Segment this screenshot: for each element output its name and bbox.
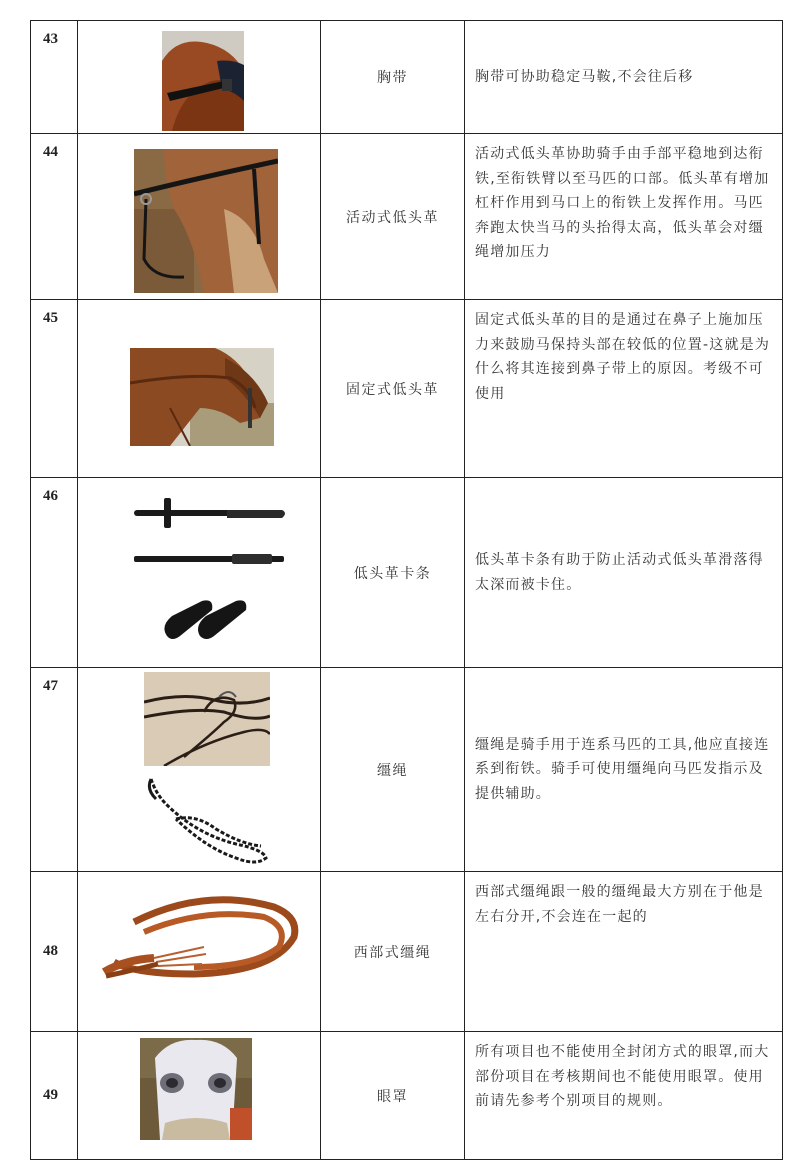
western-reins-photo-icon (94, 892, 306, 992)
item-description: 胸带可协助稳定马鞍,不会往后移 (465, 21, 783, 134)
standing-martingale-photo-icon (130, 348, 274, 446)
item-number: 46 (31, 478, 78, 668)
table-row (31, 300, 783, 478)
item-name: 活动式低头革 (321, 134, 465, 300)
item-number: 47 (31, 668, 78, 872)
table-row (31, 1032, 783, 1160)
item-number: 44 (31, 134, 78, 300)
item-image-cell (78, 1032, 321, 1160)
item-number: 45 (31, 300, 78, 478)
table-row (31, 478, 783, 668)
item-description: 固定式低头革的目的是通过在鼻子上施加压力来鼓励马保持头部在较低的位置-这就是为什么将其连接到鼻子带上的原因。考级不可使用 (465, 300, 783, 478)
tack-table (30, 20, 783, 1160)
item-image-cell (78, 300, 321, 478)
breastplate-photo-icon (162, 31, 244, 131)
item-name: 眼罩 (321, 1032, 465, 1160)
item-description: 低头革卡条有助于防止活动式低头革滑落得太深而被卡住。 (465, 478, 783, 668)
fly-mask-photo-icon (140, 1038, 252, 1140)
item-name: 低头革卡条 (321, 478, 465, 668)
item-description: 西部式缰绳跟一般的缰绳最大方别在于他是左右分开,不会连在一起的 (465, 872, 783, 1032)
running-martingale-photo-icon (134, 149, 278, 293)
item-image-cell (78, 872, 321, 1032)
item-name: 固定式低头革 (321, 300, 465, 478)
braided-reins-photo-icon (146, 774, 276, 866)
item-image-cell (78, 668, 321, 872)
table-row (31, 134, 783, 300)
item-image-cell (78, 21, 321, 134)
table-row (31, 21, 783, 134)
item-name: 西部式缰绳 (321, 872, 465, 1032)
item-description: 所有项目也不能使用全封闭方式的眼罩,而大部份项目在考核期间也不能使用眼罩。使用前请先参考个别项目的规则。 (465, 1032, 783, 1160)
item-name: 胸带 (321, 21, 465, 134)
item-image-cell (78, 134, 321, 300)
item-name: 缰绳 (321, 668, 465, 872)
item-image-cell (78, 478, 321, 668)
item-number: 43 (31, 21, 78, 134)
martingale-stops-photo-icon (132, 486, 292, 662)
reins-photo-icon (144, 672, 270, 766)
table-row (31, 872, 783, 1032)
item-number: 48 (31, 872, 78, 1032)
table-row (31, 668, 783, 872)
item-description: 活动式低头革协助骑手由手部平稳地到达衔铁,至衔铁臂以至马匹的口部。低头革有增加杠杆作用到马口上的衔铁上发挥作用。马匹奔跑太快当马的头抬得太高，低头革会对缰绳增加压力 (465, 134, 783, 300)
item-number: 49 (31, 1032, 78, 1160)
item-description: 缰绳是骑手用于连系马匹的工具,他应直接连系到衔铁。骑手可使用缰绳向马匹发指示及提供辅助。 (465, 668, 783, 872)
